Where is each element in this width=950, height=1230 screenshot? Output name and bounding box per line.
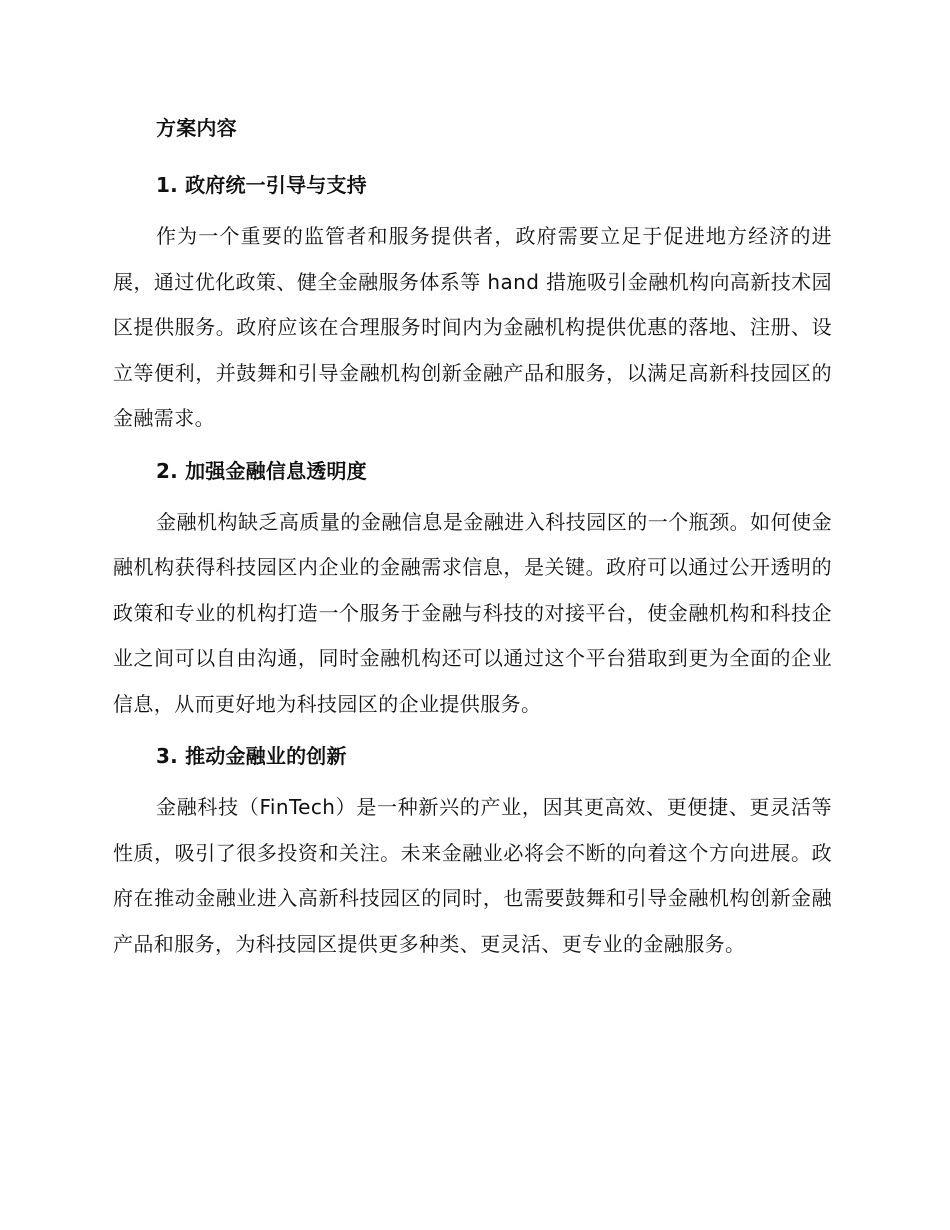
document-title: 方案内容 bbox=[156, 116, 237, 140]
section-heading-3: 3. 推动金融业的创新 bbox=[156, 744, 347, 768]
section-paragraph-3: 金融科技（FinTech）是一种新兴的产业，因其更高效、更便捷、更灵活等性质，吸引了很多投资和关注。未来金融业必将会不断的向着这个方向进展。政府在推动金融业进入高新科技园区的同时，也需要鼓舞和引导金融机构创新金融产品和服务，为科技园区提供更多种类、更灵活、更专业的金融服务。 bbox=[113, 795, 832, 956]
section-heading-2: 2. 加强金融信息透明度 bbox=[156, 458, 367, 483]
section-heading-1: 1. 政府统一引导与支持 bbox=[156, 173, 367, 197]
section-paragraph-2: 金融机构缺乏高质量的金融信息是金融进入科技园区的一个瓶颈。如何使金融机构获得科技园区内企业的金融需求信息，是关键。政府可以通过公开透明的政策和专业的机构打造一个服务于金融与科技的对接平台，使金融机构和科技企业之间可以自由沟通，同时金融机构还可以通过这个平台猎取到更为全面的企业信息，从而更好地为科技园区的企业提供服务。 bbox=[113, 509, 832, 716]
section-paragraph-1: 作为一个重要的监管者和服务提供者，政府需要立足于促进地方经济的进展，通过优化政策、健全金融服务体系等 hand 措施吸引金融机构向高新技术园区提供服务。政府应该在合理服务时间内为金融机构提供优惠的落地、注册、设立等便利，并鼓舞和引导金融机构创新金融产品和服务，以满足高新科技园区的金融需求。 bbox=[113, 224, 832, 430]
